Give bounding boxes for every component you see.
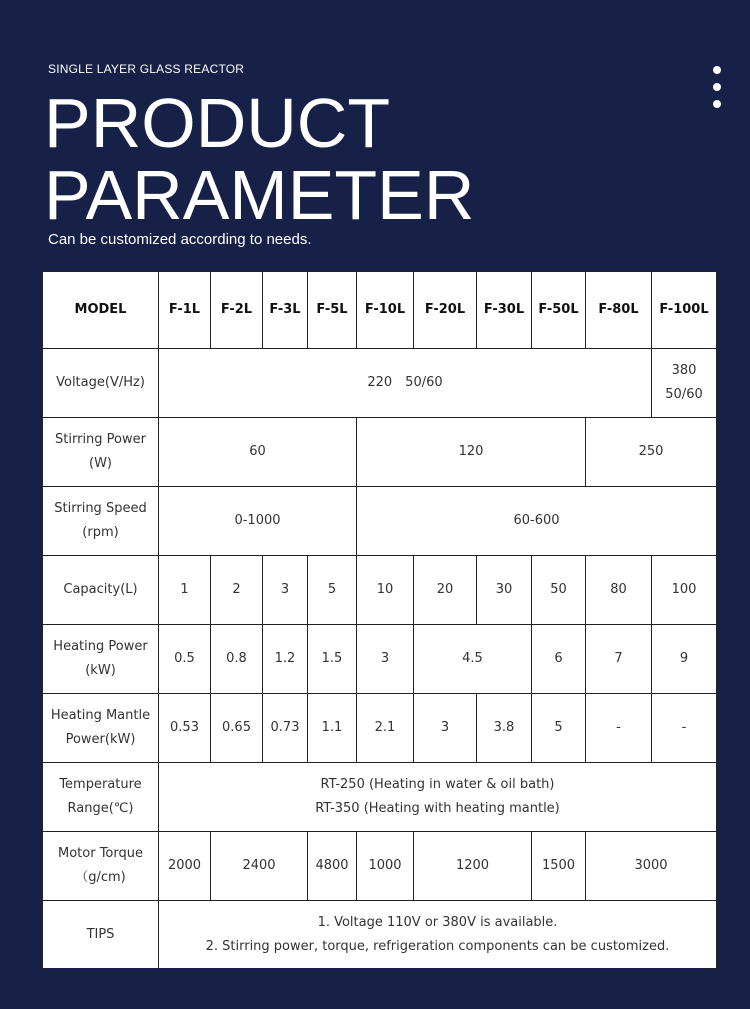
table-cell: 3000 xyxy=(586,832,717,901)
table-cell: 20 xyxy=(414,556,477,625)
table-cell: 2400 xyxy=(211,832,308,901)
more-menu-icon[interactable] xyxy=(713,66,721,117)
header-cell: F-100L xyxy=(652,272,717,349)
table-cell: 3.8 xyxy=(477,694,532,763)
table-cell: 1200 xyxy=(414,832,532,901)
row-label xyxy=(43,487,159,556)
table-row-voltage xyxy=(43,349,717,418)
table-cell: 0-1000 xyxy=(159,487,357,556)
table-cell: 0.53 xyxy=(159,694,211,763)
label-line: Heating Power xyxy=(53,639,148,654)
label-line: Stirring Speed xyxy=(54,501,147,516)
table-cell: 0.65 xyxy=(211,694,263,763)
table-cell: 1.1 xyxy=(308,694,357,763)
cell-line: 380 xyxy=(671,363,697,378)
cell-line: 50/60 xyxy=(665,387,703,402)
cell-line: 2. Stirring power, torque, refrigeration components can be customized. xyxy=(205,939,670,954)
table-row-heating-power xyxy=(43,625,717,694)
header-cell: F-80L xyxy=(586,272,652,349)
table-cell: 100 xyxy=(652,556,717,625)
row-label xyxy=(43,694,159,763)
cell-line: 1. Voltage 110V or 380V is available. xyxy=(317,915,558,930)
table-cell: 4800 xyxy=(308,832,357,901)
table-cell: 80 xyxy=(586,556,652,625)
header-cell: F-50L xyxy=(532,272,586,349)
table-row-stirring-speed xyxy=(43,487,717,556)
page-title-line1: PRODUCT xyxy=(44,84,391,162)
table-cell: 2 xyxy=(211,556,263,625)
label-line: Motor Torque xyxy=(58,846,143,861)
table-cell: 1 xyxy=(159,556,211,625)
label-line: Range(℃) xyxy=(67,801,134,816)
table-cell: 30 xyxy=(477,556,532,625)
label-line: Heating Mantle xyxy=(50,708,151,723)
table-cell: 10 xyxy=(357,556,414,625)
table-cell: 3 xyxy=(414,694,477,763)
header-cell: F-2L xyxy=(211,272,263,349)
table-row-stirring-power xyxy=(43,418,717,487)
table-row-model xyxy=(43,272,717,349)
table-cell: 1.2 xyxy=(263,625,308,694)
parameter-table-card xyxy=(42,271,716,968)
row-label: Capacity(L) xyxy=(43,556,159,625)
label-line: (W) xyxy=(89,456,112,471)
table-row-tips xyxy=(43,901,717,970)
row-label xyxy=(43,832,159,901)
row-label xyxy=(43,625,159,694)
header-cell: F-10L xyxy=(357,272,414,349)
table-cell xyxy=(159,763,717,832)
table-cell xyxy=(159,901,717,970)
label-line: (kW) xyxy=(85,663,116,678)
label-line: Temperature xyxy=(59,777,142,792)
row-label: TIPS xyxy=(43,901,159,970)
table-cell: 2.1 xyxy=(357,694,414,763)
table-cell: 0.5 xyxy=(159,625,211,694)
header-cell: F-1L xyxy=(159,272,211,349)
table-cell: 250 xyxy=(586,418,717,487)
table-cell: 2000 xyxy=(159,832,211,901)
table-row-capacity xyxy=(43,556,717,625)
table-cell: 1000 xyxy=(357,832,414,901)
page-subtitle: Can be customized according to needs. xyxy=(48,231,312,248)
eyebrow-label: SINGLE LAYER GLASS REACTOR xyxy=(48,62,245,76)
table-cell: 60 xyxy=(159,418,357,487)
header-cell: MODEL xyxy=(43,272,159,349)
label-line: (rpm) xyxy=(82,525,119,540)
table-cell: 1.5 xyxy=(308,625,357,694)
table-cell: - xyxy=(652,694,717,763)
row-label xyxy=(43,763,159,832)
header-cell: F-5L xyxy=(308,272,357,349)
table-cell: 5 xyxy=(308,556,357,625)
table-cell: - xyxy=(586,694,652,763)
table-row-mantle-power xyxy=(43,694,717,763)
label-line: （g/cm) xyxy=(75,870,126,885)
table-cell: 5 xyxy=(532,694,586,763)
table-cell: 6 xyxy=(532,625,586,694)
table-row-motor-torque xyxy=(43,832,717,901)
label-line: Stirring Power xyxy=(55,432,146,447)
cell-line: RT-350 (Heating with heating mantle) xyxy=(315,801,560,816)
table-cell: 220 50/60 xyxy=(159,349,652,418)
parameter-table xyxy=(42,271,717,970)
table-cell: 7 xyxy=(586,625,652,694)
row-label xyxy=(43,418,159,487)
table-cell: 4.5 xyxy=(414,625,532,694)
table-cell: 60-600 xyxy=(357,487,717,556)
table-cell: 9 xyxy=(652,625,717,694)
label-line: Power(kW) xyxy=(65,732,136,747)
header-cell: F-3L xyxy=(263,272,308,349)
table-cell: 1500 xyxy=(532,832,586,901)
page-title-line2: PARAMETER xyxy=(44,156,475,234)
table-cell xyxy=(652,349,717,418)
header-cell: F-20L xyxy=(414,272,477,349)
table-cell: 3 xyxy=(357,625,414,694)
table-cell: 0.73 xyxy=(263,694,308,763)
header-cell: F-30L xyxy=(477,272,532,349)
table-row-temperature xyxy=(43,763,717,832)
table-cell: 50 xyxy=(532,556,586,625)
table-cell: 3 xyxy=(263,556,308,625)
row-label: Voltage(V/Hz) xyxy=(43,349,159,418)
table-cell: 0.8 xyxy=(211,625,263,694)
cell-line: RT-250 (Heating in water & oil bath) xyxy=(320,777,555,792)
table-cell: 120 xyxy=(357,418,586,487)
